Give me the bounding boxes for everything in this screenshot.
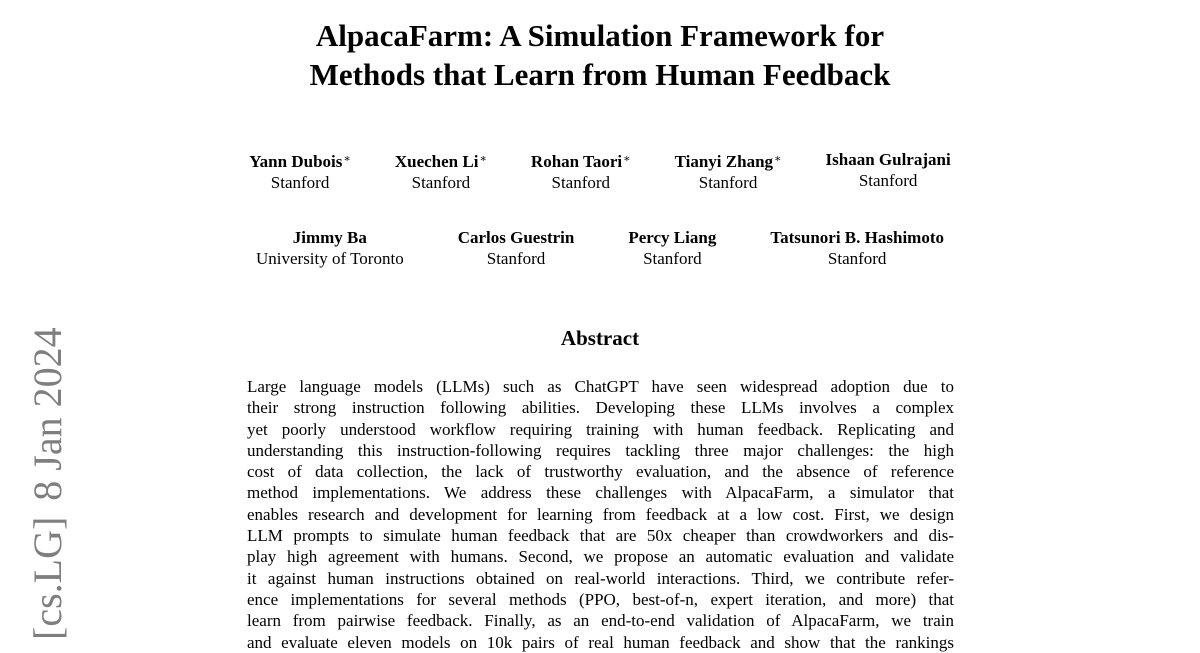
abstract-line: their strong instruction following abilities. Developing these LLMs involves a complex	[247, 398, 954, 418]
author	[531, 149, 631, 193]
author-affiliation: Stanford	[411, 173, 471, 192]
abstract-line: yet poorly understood workflow requiring training with human feedback. Replicating and	[247, 419, 954, 439]
abstract-line: cost of data collection, the lack of trustworthy evaluation, and the absence of reference	[247, 462, 954, 482]
author-row-2	[0, 227, 1200, 269]
author	[458, 227, 575, 269]
abstract-line: learn from pairwise feedback. Finally, as an end-to-end validation of AlpacaFarm, we train	[247, 611, 954, 631]
author	[675, 149, 782, 193]
abstract-line: play high agreement with humans. Second, we propose an automatic evaluation and validate	[247, 547, 954, 567]
abstract-line: and evaluate eleven models on 10k pairs of real human feedback and show that the rankings	[247, 632, 954, 652]
author-name: Jimmy Ba	[292, 228, 367, 247]
title-line-1: AlpacaFarm: A Simulation Framework for	[315, 18, 885, 53]
author-name: Percy Liang	[628, 228, 717, 247]
author-affiliation: Stanford	[551, 173, 611, 192]
author	[395, 149, 487, 193]
author-row-1	[0, 149, 1200, 193]
abstract-line: it against human instructions obtained on real-world interactions. Third, we contribute refer-	[247, 568, 954, 588]
abstract-line: LLM prompts to simulate human feedback that are 50x cheaper than crowdworkers and dis-	[247, 526, 954, 546]
paper-title	[0, 16, 1200, 94]
author-affiliation: Stanford	[858, 171, 918, 190]
author-name: Ishaan Gulrajani	[825, 150, 951, 169]
author-name: Xuechen Li∗	[394, 152, 487, 171]
author-affiliation: Stanford	[643, 249, 702, 268]
author	[628, 227, 716, 269]
author-affiliation: Stanford	[698, 173, 758, 192]
author	[770, 227, 944, 269]
arxiv-category: [cs.LG]	[25, 516, 70, 640]
author-name: Tianyi Zhang∗	[674, 152, 782, 171]
arxiv-date: 8 Jan 2024	[25, 327, 70, 501]
author-affiliation: Stanford	[486, 249, 546, 268]
abstract-line: method implementations. We address these challenges with AlpacaFarm, a simulator that	[247, 483, 954, 503]
author-name: Carlos Guestrin	[457, 228, 575, 247]
author-affiliation: Stanford	[827, 249, 887, 268]
author	[826, 149, 951, 193]
abstract-body	[247, 376, 954, 653]
author-name: Rohan Taori∗	[530, 152, 631, 171]
author	[256, 227, 404, 269]
author	[249, 149, 351, 193]
abstract-heading: Abstract	[560, 326, 640, 350]
title-line-2: Methods that Learn from Human Feedback	[309, 57, 891, 92]
author-affiliation: Stanford	[270, 173, 330, 192]
abstract-line: ence implementations for several methods (PPO, best-of-n, expert iteration, and more) that	[247, 589, 954, 609]
author-name: Yann Dubois∗	[249, 152, 351, 171]
abstract-line: enables research and development for learning from feedback at a low cost. First, we design	[247, 504, 954, 524]
author-name: Tatsunori B. Hashimoto	[770, 228, 944, 247]
abstract-line: Large language models (LLMs) such as ChatGPT have seen widespread adoption due to	[247, 377, 954, 396]
arxiv-stamp	[25, 327, 70, 640]
author-affiliation: University of Toronto	[255, 249, 404, 268]
abstract-line: understanding this instruction-following requires tackling three major challenges: the high	[247, 440, 954, 460]
